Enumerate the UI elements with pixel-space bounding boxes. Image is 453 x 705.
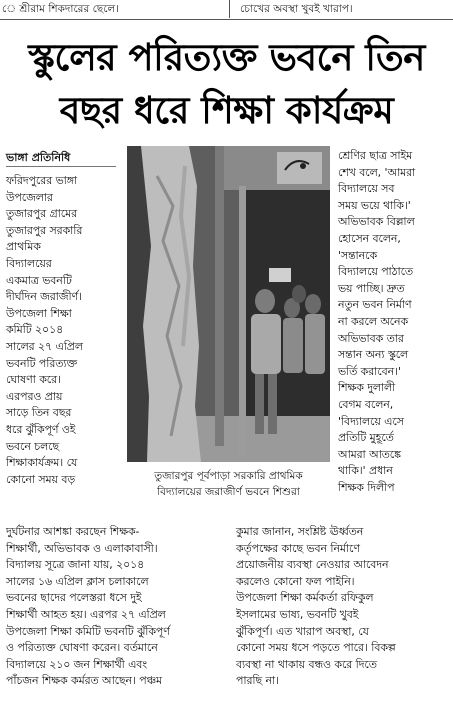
- article-line: এরপরও প্রায়: [6, 389, 63, 403]
- article-line: প্রাথমিক: [6, 240, 41, 254]
- photo-caption-line: বিদ্যালয়ের জরাজীর্ণ ভবনে শিশুরা: [157, 486, 300, 498]
- byline: ভাঙ্গা প্রতিনিধি: [6, 151, 71, 164]
- article-line: আমরা আতঙ্কে: [338, 447, 401, 461]
- byline-rule: [6, 166, 116, 167]
- article-line: কমিটি ২০১৪: [6, 323, 64, 337]
- article-line: শিক্ষাকার্যক্রম। যে: [6, 456, 78, 470]
- article-line: 'বিদ্যালয়ে এসে: [338, 414, 404, 428]
- article-line: শিক্ষার্থী আহত হয়। এরপর ২৭ এপ্রিল: [6, 607, 166, 621]
- article-line: উপজেলা শিক্ষা: [6, 306, 72, 320]
- article-photo: [127, 146, 330, 462]
- photo-caption-line: তুজারপুর পূর্বপাড়া সরকারি প্রাথমিক: [154, 470, 303, 482]
- article-line: 'সন্তানকে: [338, 248, 378, 262]
- school-building-photo: [127, 146, 330, 462]
- article-line: ব্যবস্থা না থাকায় বন্ধও করে দিতে: [236, 657, 377, 671]
- article-line: থাকি।' প্রধান: [338, 464, 393, 478]
- article-line: বিদ্যালয়ে ২১০ জন শিক্ষার্থী এবং: [6, 657, 147, 671]
- article-line: করলেও কোনো ফল পাইনি।: [236, 574, 355, 588]
- previous-article-snippet-right: চোখের অবস্থা খুবই খারাপ।: [240, 3, 353, 15]
- article-line: কর্তৃপক্ষের কাছে ভবন নির্মাণে: [236, 541, 360, 555]
- article-line: সালের ১৬ এপ্রিল ক্লাস চলাকালে: [6, 574, 149, 588]
- article-line: প্রয়োজনীয় ব্যবস্থা নেওয়ার আবেদন: [236, 558, 389, 572]
- bottom-left-column: [6, 524, 225, 690]
- article-line: উপজেলার: [6, 190, 53, 204]
- article-line: বিদ্যালয়ে সব: [338, 182, 395, 196]
- article-line: ঝুঁকিপূর্ণ। এত খারাপ অবস্থা, যে: [236, 624, 369, 638]
- right-column: [338, 148, 448, 496]
- article-line: হোসেন বলেন,: [338, 231, 401, 245]
- photo-caption: [127, 468, 330, 500]
- article-line: একমাত্র ভবনটি: [6, 273, 72, 287]
- article-line: তুজারপুর সরকারি: [6, 223, 83, 237]
- previous-article-snippet-left: ে শ্রীরাম শিকদারের ছেলে।: [2, 3, 119, 15]
- article-line: দুর্ঘটনার আশঙ্কা করছেন শিক্ষক-: [6, 525, 140, 538]
- article-line: শ্রেণির ছাত্র সাইম: [338, 149, 413, 162]
- article-line: উপজেলা শিক্ষা কর্মকর্তা রফিকুল: [236, 591, 374, 605]
- article-line: ইসলামের ভাষ্য, ভবনটি খুবই: [236, 607, 359, 621]
- article-line: ফরিদপুরের ভাঙ্গা: [6, 174, 78, 187]
- article-line: ভবনের ছাদের পলেস্তরা ধসে দুই: [6, 591, 142, 605]
- article-line: পাঁচজন শিক্ষক কর্মরত আছেন। পঞ্চম: [6, 674, 163, 688]
- article-line: বিদ্যালয় সূত্রে জানা যায়, ২০১৪: [6, 558, 145, 572]
- section-divider: [0, 19, 453, 20]
- column-divider: [229, 0, 230, 18]
- article-line: উপজেলা শিক্ষা কমিটি ভবনটি ঝুঁকিপূর্ণ: [6, 624, 170, 638]
- article-line: শেখ বলে, 'আমরা: [338, 165, 416, 179]
- article-line: সালের ২৭ এপ্রিল: [6, 339, 83, 353]
- article-line: শিক্ষক দুলালী: [338, 381, 396, 395]
- article-line: ভবনটি পরিত্যক্ত: [6, 356, 77, 370]
- article-line: তুজারপুর গ্রামের: [6, 207, 78, 221]
- article-line: ঘোষণা করে।: [6, 373, 61, 387]
- article-line: অভিভাবক বিল্লাল: [338, 215, 415, 229]
- article-line: নতুন ভবন নির্মাণ: [338, 298, 412, 312]
- article-line: বিদ্যালয়ে পাঠাতে: [338, 265, 414, 279]
- article-line: বিদ্যালয়ের: [6, 256, 52, 270]
- article-line: সময় ভয়ে থাকি।': [338, 198, 411, 212]
- left-column: [6, 173, 119, 488]
- article-line: বেগম বলেন,: [338, 397, 394, 411]
- article-line: অভিভাবক তার: [338, 331, 404, 345]
- article-line: দীর্ঘদিন জরাজীর্ণ।: [6, 290, 82, 304]
- article-line: কোনো সময় বড়: [6, 472, 76, 486]
- article-line: না করলে অনেক: [338, 314, 409, 328]
- article-line: পারছি না।: [236, 674, 279, 688]
- article-line: ধরে ঝুঁকিপূর্ণ ওই: [6, 422, 76, 436]
- article-line: ভয় পাচ্ছি। দ্রুত: [338, 281, 405, 295]
- article-line: ও পরিত্যক্ত ঘোষণা করেন। বর্তমানে: [6, 641, 158, 655]
- article-line: শিক্ষার্থী, অভিভাবক ও এলাকাবাসী।: [6, 541, 158, 555]
- article-line: ভর্তি করাবেন।': [338, 364, 401, 378]
- headline-line-2: বছর ধরে শিক্ষা কার্যক্রম: [59, 89, 394, 132]
- bottom-right-column: [236, 524, 448, 690]
- article-line: ভবনে চলছে: [6, 439, 60, 453]
- article-line: প্রতিটি মুহূর্তে: [338, 431, 394, 445]
- article-line: কোনো সময় ধসে পড়তে পারে। বিকল্প: [236, 641, 396, 655]
- article-line: সন্তান অন্য স্কুলে: [338, 348, 409, 362]
- article-line: সাড়ে তিন বছর: [6, 406, 72, 420]
- headline-line-1: স্কুলের পরিত্যক্ত ভবনে তিন: [28, 36, 425, 79]
- article-line: কুমার জানান, সংশ্লিষ্ট ঊর্ধ্বতন: [236, 525, 364, 538]
- article-line: শিক্ষক দিলীপ: [338, 480, 395, 494]
